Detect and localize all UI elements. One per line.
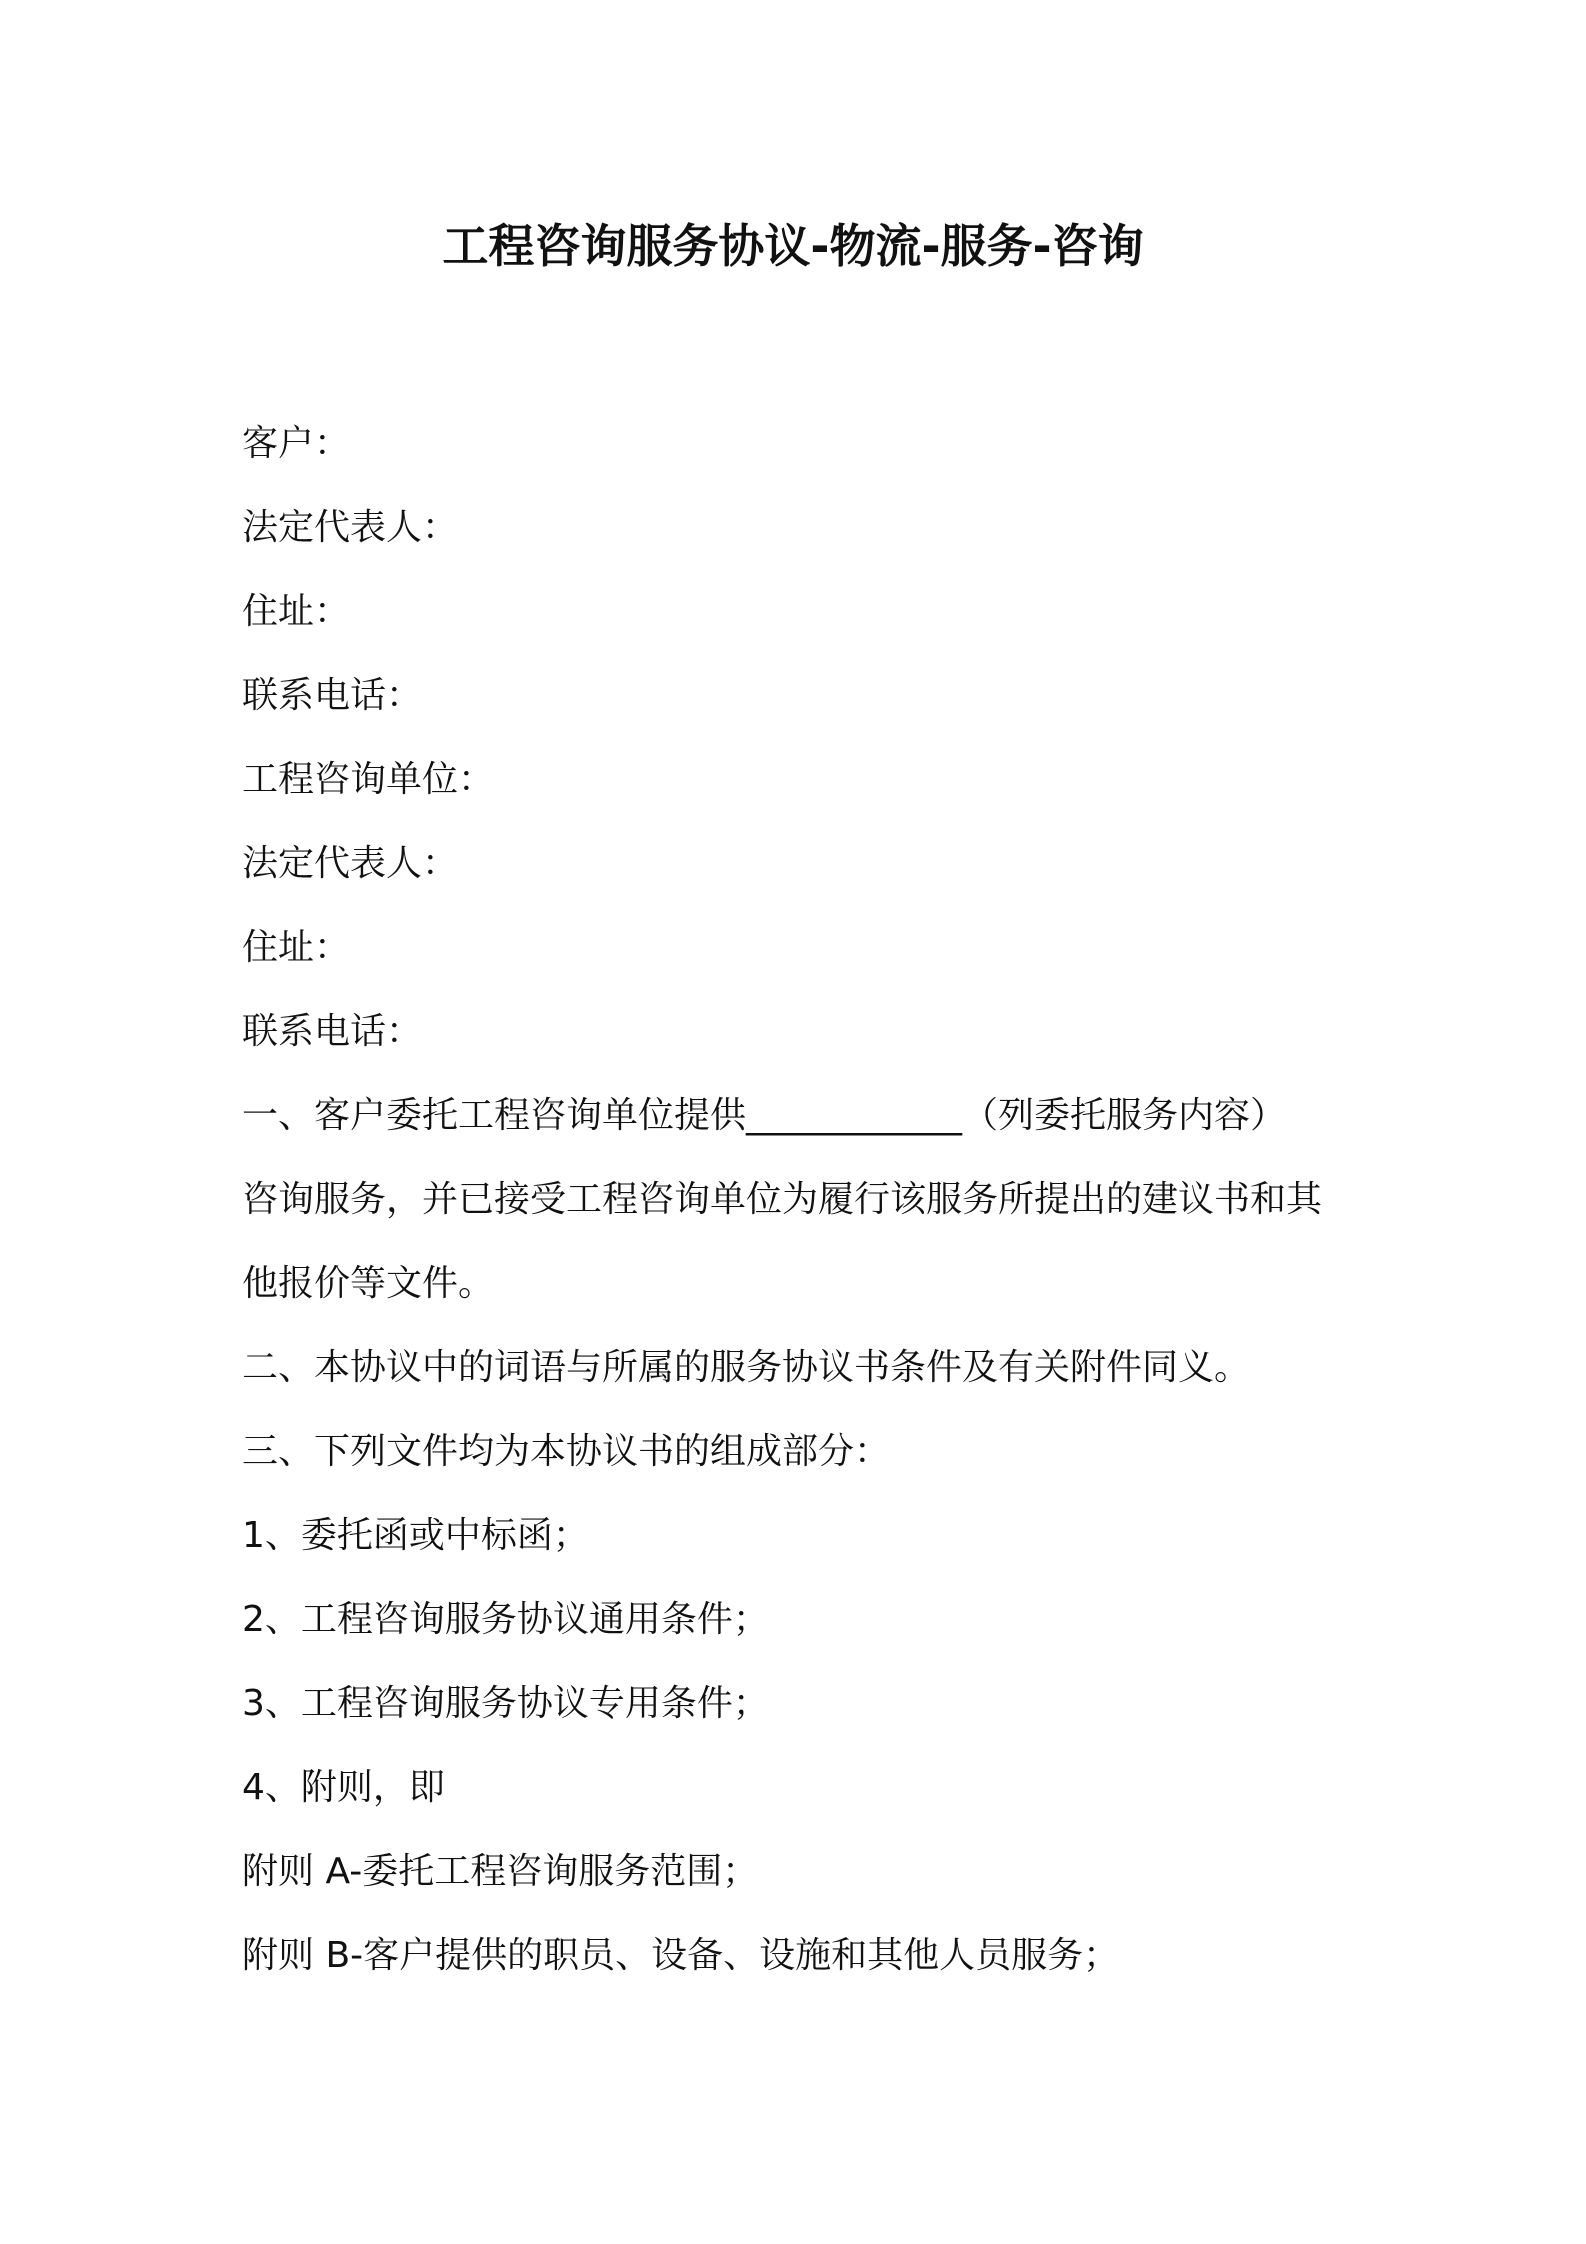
consulting-phone-label: 联系电话： [242,1011,423,1052]
list-item-2: 2、工程咨询服务协议通用条件； [242,1599,769,1640]
list-item-3: 3、工程咨询服务协议专用条件； [242,1683,769,1724]
consulting-address-label: 住址： [242,927,351,968]
consulting-unit-label: 工程咨询单位： [242,759,495,800]
list-item-1: 1、委托函或中标函； [242,1515,589,1556]
clause-two: 二、本协议中的词语与所属的服务协议书条件及有关附件同义。 [242,1347,1251,1388]
appendix-b: 附则 B-客户提供的职员、设备、设施和其他人员服务； [242,1935,1120,1976]
client-phone-label: 联系电话： [242,675,423,716]
clause-one-line-1: 一、客户委托工程咨询单位提供____________（列委托服务内容） [242,1095,1287,1136]
clause-three: 三、下列文件均为本协议书的组成部分： [242,1431,891,1472]
clause-one-line-3: 他报价等文件。 [242,1263,495,1304]
consulting-legal-representative-label: 法定代表人： [242,843,459,884]
list-item-4: 4、附则，即 [242,1767,445,1808]
document-body [242,402,1362,1998]
document-title: 工程咨询服务协议-物流-服务-咨询 [442,219,1144,273]
clause-one-line-2: 咨询服务，并已接受工程咨询单位为履行该服务所提出的建议书和其 [242,1179,1323,1220]
client-legal-representative-label: 法定代表人： [242,507,459,548]
client-label: 客户： [242,423,351,464]
appendix-a: 附则 A-委托工程咨询服务范围； [242,1851,759,1892]
client-address-label: 住址： [242,591,351,632]
